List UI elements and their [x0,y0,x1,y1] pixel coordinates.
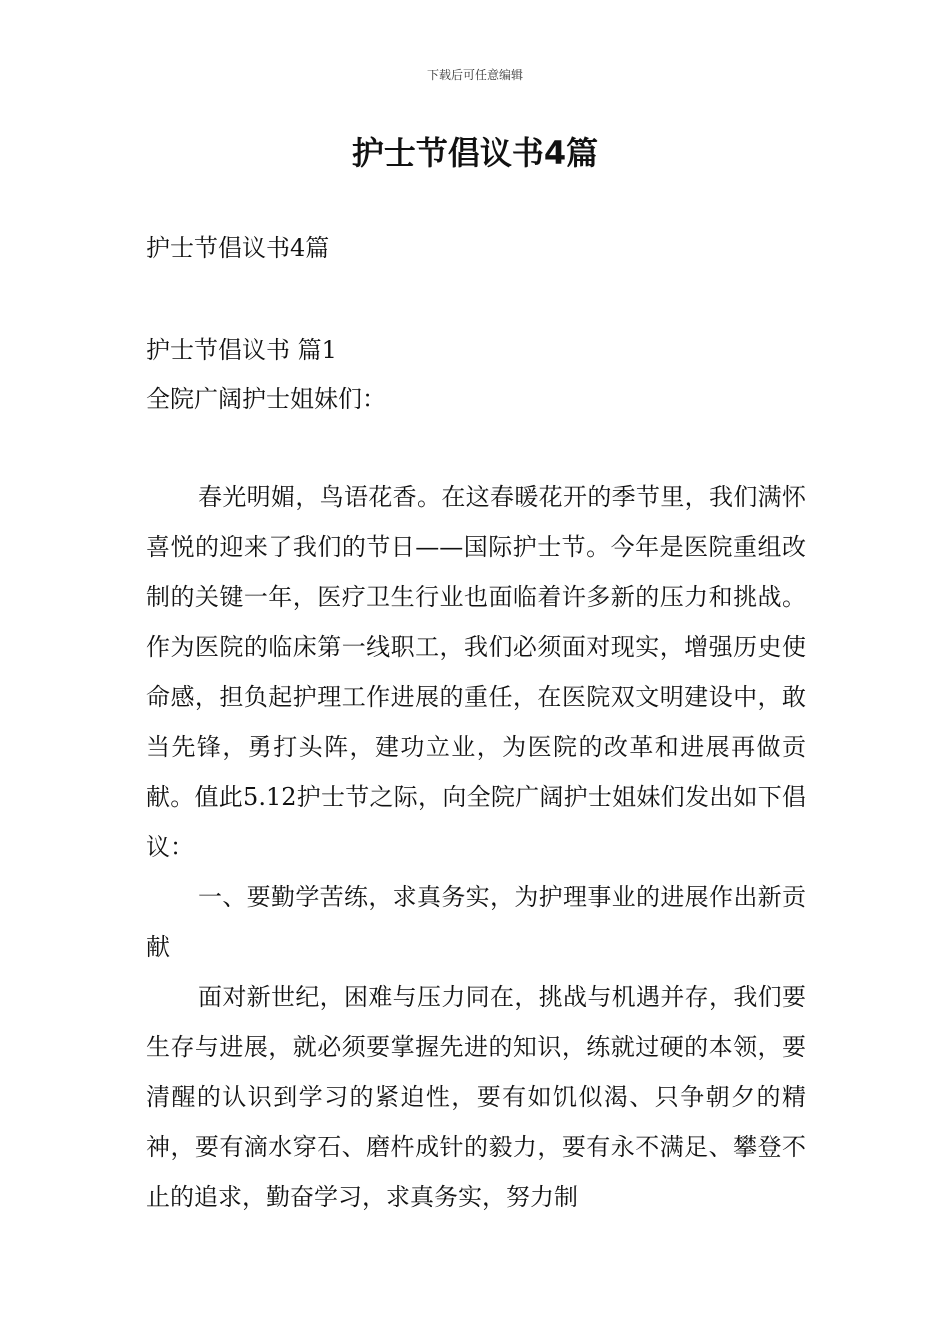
header-note: 下载后可任意编辑 [426,68,523,82]
paragraph-intro: 春光明媚，鸟语花香。在这春暖花开的季节里，我们满怀喜悦的迎来了我们的节日——国际护士节。今年是医院重组改制的关键一年，医疗卫生行业也面临着许多新的压力和挑战。作为医院的临床第一线职工，我们必须面对现实，增强历史使命感，担负起护理工作进展的重任，在医院双文明建设中，敢当先锋，勇打头阵，建功立业，为医院的改革和进展再做贡献。值此5.12护士节之际，向全院广阔护士姐妹们发出如下倡议： [146,483,806,861]
section-heading: 护士节倡议书 篇1 [146,336,337,364]
document-title: 护士节倡议书4篇 [351,134,599,172]
paragraph-heading-one: 一、要勤学苦练，求真务实，为护理事业的进展作出新贡献 [146,883,806,961]
document-subtitle: 护士节倡议书4篇 [146,234,330,262]
paragraph-body-one: 面对新世纪，困难与压力同在，挑战与机遇并存，我们要生存与进展，就必须要掌握先进的知识，练就过硬的本领，要清醒的认识到学习的紧迫性，要有如饥似渴、只争朝夕的精神，要有滴水穿石、磨杵成针的毅力，要有永不满足、攀登不止的追求，勤奋学习，求真务实，努力制 [146,983,806,1211]
salutation: 全院广阔护士姐妹们： [146,385,386,413]
